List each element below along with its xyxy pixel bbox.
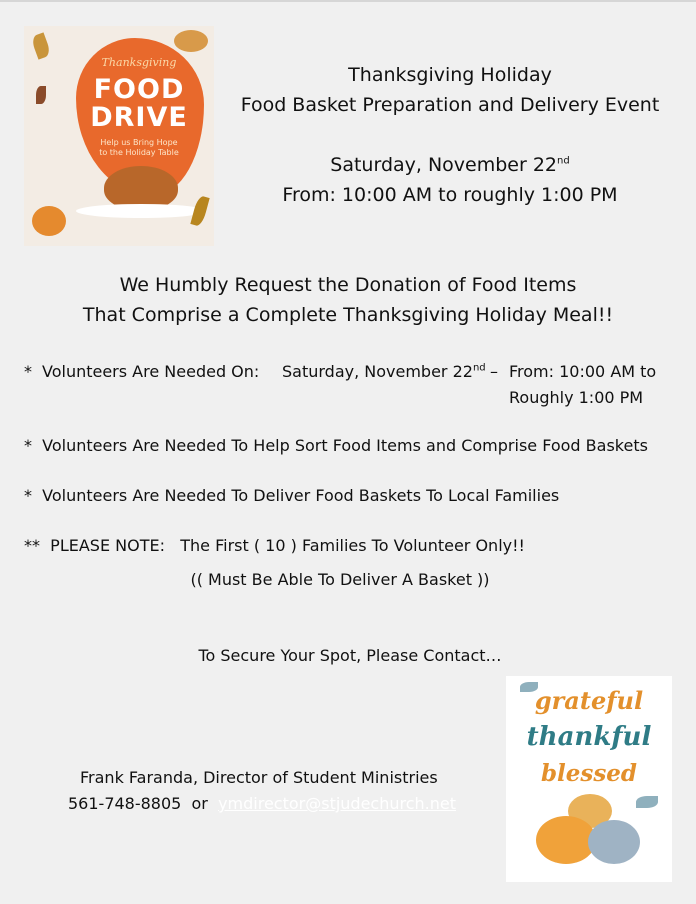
leaf-icon: [36, 86, 46, 104]
bullet-time-line1: From: 10:00 AM to: [509, 362, 657, 381]
food-drive-poster-image: [24, 26, 214, 246]
poster-title-line1: FOOD: [93, 74, 185, 105]
note-text: The First ( 10 ) Families To Volunteer Only!!: [180, 536, 525, 555]
bullet-date-text: Saturday, November 22: [282, 362, 473, 381]
poster-title: [80, 76, 198, 132]
please-note: [24, 534, 684, 558]
contact-phone: 561-748-8805: [68, 794, 182, 813]
contact-prompt: To Secure Your Spot, Please Contact…: [198, 646, 502, 665]
note-sub: (( Must Be Able To Deliver A Basket )): [190, 570, 490, 589]
pumpkin-icon: [32, 206, 66, 236]
pumpkin-icon: [588, 820, 640, 864]
leaf-icon: [30, 32, 51, 59]
note-label: PLEASE NOTE:: [50, 536, 165, 555]
top-rule: [0, 0, 696, 2]
grateful-word: grateful: [534, 686, 644, 715]
request-line1: We Humbly Request the Donation of Food Items: [119, 274, 577, 296]
donation-request: [0, 270, 696, 330]
bullet-time-line2: Roughly 1:00 PM: [509, 388, 644, 407]
thankful-word: thankful: [526, 722, 652, 752]
poster-tagline: [84, 138, 194, 158]
header-line1: Thanksgiving Holiday: [348, 64, 552, 86]
bullet-text: Volunteers Are Needed To Help Sort Food Items and Comprise Food Baskets: [42, 436, 648, 455]
grateful-thankful-blessed-image: [506, 676, 672, 882]
poster-script-word: Thanksgiving: [101, 56, 177, 69]
pumpkin-icon: [536, 816, 596, 864]
leaf-icon: [190, 195, 209, 227]
header-time: From: 10:00 AM to roughly 1:00 PM: [282, 184, 618, 206]
contact-or: or: [191, 794, 208, 813]
poster-tagline-line2: to the Holiday Table: [99, 148, 179, 157]
bullet-label: Volunteers Are Needed On:: [42, 362, 260, 381]
bullet-date-suffix: nd: [472, 362, 486, 374]
event-header: [214, 60, 686, 210]
contact-email-link[interactable]: ymdirector@stjudechurch.net: [218, 794, 457, 813]
header-line2: Food Basket Preparation and Delivery Event: [240, 94, 660, 116]
header-date-text: Saturday, November 22: [330, 154, 558, 176]
poster-title-line2: DRIVE: [90, 102, 188, 133]
bullet-sort-food: [24, 434, 684, 458]
poster-tagline-line1: Help us Bring Hope: [100, 138, 178, 147]
blessed-word: blessed: [540, 760, 638, 787]
bullet-marker: *: [24, 436, 32, 455]
plate-icon: [76, 204, 206, 218]
bullet-date: [282, 360, 486, 384]
request-line2: That Comprise a Complete Thanksgiving Holiday Meal!!: [82, 304, 614, 326]
note-marker: **: [24, 536, 40, 555]
leaf-icon: [636, 796, 658, 808]
header-date-suffix: nd: [557, 155, 570, 167]
bullet-marker: *: [24, 486, 32, 505]
contact-name: Frank Faranda, Director of Student Ministries: [80, 768, 438, 787]
pie-icon: [174, 30, 208, 52]
bullet-marker: *: [24, 362, 32, 381]
contact-line: [68, 792, 498, 816]
bullet-text: Volunteers Are Needed To Deliver Food Baskets To Local Families: [42, 486, 560, 505]
header-date: [214, 150, 686, 180]
bullet-deliver-baskets: [24, 484, 684, 508]
bullet-dash: –: [490, 362, 498, 381]
